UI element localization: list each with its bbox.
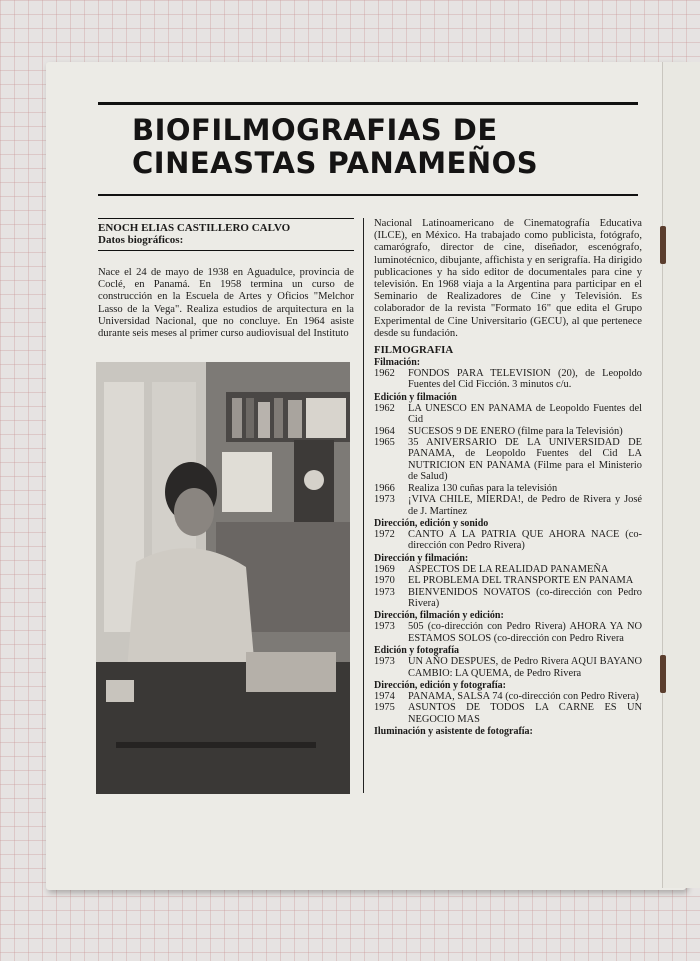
portrait-photo	[96, 362, 350, 794]
entry-title: ASUNTOS DE TODOS LA CARNE ES UN NEGOCIO MAS	[408, 702, 642, 725]
left-column	[98, 218, 354, 340]
filmography-heading: FILMOGRAFIA	[374, 344, 454, 357]
filmography-role: Dirección, edición y sonido	[374, 517, 489, 529]
entry-year: 1962	[374, 402, 395, 414]
filmography-entry	[374, 403, 642, 426]
filmography-entry	[374, 575, 642, 586]
filmography-entry	[374, 483, 642, 494]
filmography-entry	[374, 621, 642, 644]
filmography-entry	[374, 529, 642, 552]
entry-year: 1962	[374, 368, 395, 380]
entry-year: 1972	[374, 528, 395, 540]
filmography-role: Edición y filmación	[374, 391, 457, 403]
entry-year: 1973	[374, 621, 395, 633]
entry-year: 1969	[374, 563, 395, 575]
entry-year: 1970	[374, 575, 395, 587]
entry-title: ¡VIVA CHILE, MIERDA!, de Pedro de Rivera y José de J. Martínez	[408, 494, 642, 517]
entry-title: EL PROBLEMA DEL TRANSPORTE EN PANAMA	[408, 575, 634, 587]
entry-title: 35 ANIVERSARIO DE LA UNIVERSIDAD DE PANAMA, de Leopoldo Fuentes del Cid LA NUTRICION EN PANAMA (Filme para el Ministerio de Salud)	[408, 437, 642, 483]
entry-year: 1964	[374, 425, 395, 437]
filmography-entry	[374, 691, 642, 702]
title-line-2: CINEASTAS PANAMEÑOS	[132, 146, 539, 180]
filmography-role: Dirección, edición y fotografía:	[374, 679, 507, 691]
header-rule-bottom	[98, 194, 638, 196]
entry-title: Realiza 130 cuñas para la televisión	[408, 482, 558, 494]
entry-year: 1966	[374, 482, 395, 494]
person-name: ENOCH ELIAS CASTILLERO CALVO	[98, 218, 354, 234]
entry-title: BIENVENIDOS NOVATOS (co-dirección con Pedro Rivera)	[408, 586, 642, 609]
bio-text-left: Nace el 24 de mayo de 1938 en Aguadulce, provincia de Coclé, en Panamá. En 1958 termina un curso de construcción en la Escuela de Artes y Oficios "Melchor Lasso de la Vega". Realiza estudios de arquitectura en la Universidad Nacional, que no concluye. En 1964 asiste durante seis meses al primer curso audiovisual del Instituto	[98, 267, 354, 340]
header-rule-top	[98, 102, 638, 105]
entry-year: 1965	[374, 437, 395, 449]
bio-section-heading: Datos biográficos:	[98, 234, 184, 246]
filmography-entry	[374, 426, 642, 437]
next-page-edge	[662, 62, 700, 888]
right-column	[374, 218, 642, 737]
filmography-role: Edición y fotografía	[374, 645, 459, 657]
entry-title: CANTO A LA PATRIA QUE AHORA NACE (co-dirección con Pedro Rivera)	[408, 528, 642, 552]
filmography-list	[374, 357, 642, 737]
entry-title: 505 (co-dirección con Pedro Rivera) AHORA YA NO ESTAMOS SOLOS (co-dirección con Pedro Rivera	[408, 621, 642, 644]
filmography-role: Dirección y filmación:	[374, 552, 469, 564]
entry-year: 1975	[374, 702, 395, 714]
filmography-entry	[374, 437, 642, 483]
entry-title: SUCESOS 9 DE ENERO (filme para la Televisión)	[408, 425, 623, 437]
page-title	[132, 114, 642, 180]
filmography-role: Dirección, filmación y edición:	[374, 610, 504, 622]
entry-title: FONDOS PARA TELEVISION (20), de Leopoldo Fuentes del Cid Ficción. 3 minutos c/u.	[408, 368, 642, 391]
filmography-entry	[374, 564, 642, 575]
entry-title: ASPECTOS DE LA REALIDAD PANAMEÑA	[408, 563, 609, 575]
filmography-entry	[374, 368, 642, 391]
entry-title: LA UNESCO EN PANAMA de Leopoldo Fuentes del Cid	[408, 402, 642, 426]
filmography-entry	[374, 494, 642, 517]
entry-year: 1974	[374, 690, 395, 702]
entry-title: UN AÑO DESPUES, de Pedro Rivera AQUI BAYANO CAMBIO: LA QUEMA, de Pedro Rivera	[408, 656, 642, 679]
bio-text-right: Nacional Latinoamericano de Cinematografía Educativa (ILCE), en México. Ha trabajado como publicista, fotógrafo, camarógrafo, director de cine, diseñador, escenógrafo, luminotécnico, dibujante, affichista y en serigrafía. Ha dirigido publicaciones y ha sido editor de documentales para cine y televisión. En 1968 viaja a la Argentina para participar en el Seminario de Realizadores de Cine y Televisión. Es colaborador de la revista "Formato 16" que edita el Grupo Experimental de Cine Universitario (GECU), al que pertenece desde su fundación.	[374, 218, 642, 339]
portrait-photo-illustration	[96, 362, 350, 794]
entry-year: 1973	[374, 494, 395, 506]
filmography-role: Iluminación y asistente de fotografía:	[374, 726, 533, 738]
staple-bottom	[660, 655, 666, 693]
entry-year: 1973	[374, 656, 395, 668]
title-line-1: BIOFILMOGRAFIAS DE	[132, 113, 498, 147]
entry-year: 1973	[374, 586, 395, 598]
filmography-entry	[374, 702, 642, 725]
filmography-entry	[374, 587, 642, 610]
bio-rule	[98, 250, 354, 251]
filmography-role: Filmación:	[374, 357, 421, 369]
entry-title: PANAMA, SALSA 74 (co-dirección con Pedro Rivera)	[408, 690, 639, 702]
column-divider	[363, 218, 364, 793]
staple-top	[660, 226, 666, 264]
filmography-entry	[374, 656, 642, 679]
